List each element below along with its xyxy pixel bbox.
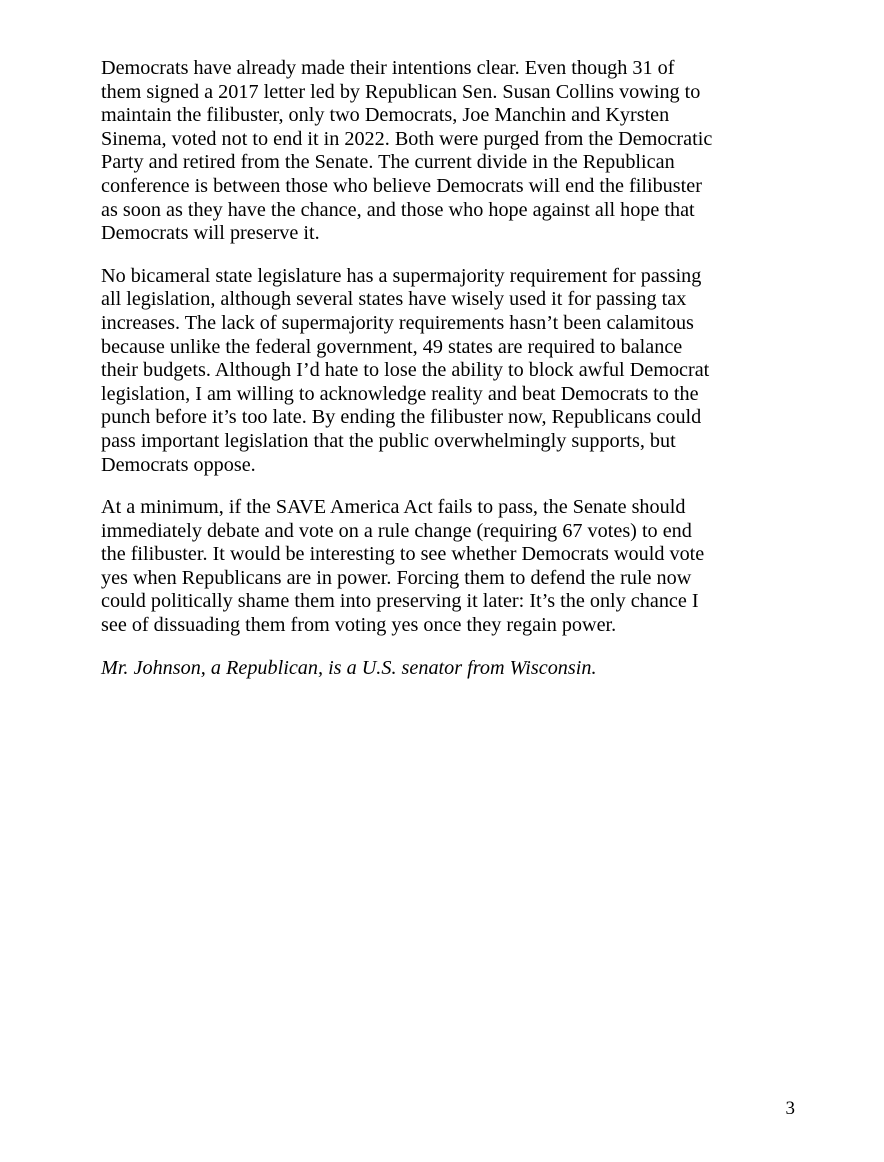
text-line: see of dissuading them from voting yes once they regain power. [101,614,617,637]
text-line: Democrats have already made their intentions clear. Even though 31 of [101,57,675,79]
paragraph-3 [101,496,796,638]
text-line: immediately debate and vote on a rule change (requiring 67 votes) to end [101,519,692,542]
text-line: increases. The lack of supermajority requirements hasn’t been calamitous [101,311,694,334]
text-line: Party and retired from the Senate. The current divide in the Republican [101,151,675,174]
text-line: as soon as they have the chance, and those who hope against all hope that [101,198,695,221]
text-line: their budgets. Although I’d hate to lose the ability to block awful Democrat [101,359,710,382]
paragraph-1 [101,57,796,246]
text-line: because unlike the federal government, 49 states are required to balance [101,335,683,358]
text-line: Democrats will preserve it. [101,222,320,245]
text-line: Sinema, voted not to end it in 2022. Both were purged from the Democratic [101,127,713,150]
text-line: punch before it’s too late. By ending the filibuster now, Republicans could [101,406,702,429]
text-line: them signed a 2017 letter led by Republican Sen. Susan Collins vowing to [101,80,701,103]
text-line: pass important legislation that the public overwhelmingly supports, but [101,429,676,452]
text-line: yes when Republicans are in power. Forcing them to defend the rule now [101,566,692,589]
text-line: conference is between those who believe Democrats will end the filibuster [101,174,702,197]
page-number: 3 [785,1098,795,1119]
text-line: legislation, I am willing to acknowledge reality and beat Democrats to the [101,382,699,405]
text-line: could politically shame them into preserving it later: It’s the only chance I [101,590,699,613]
text-line: Democrats oppose. [101,453,256,476]
text-line: No bicameral state legislature has a supermajority requirement for passing [101,264,702,287]
paragraph-2 [101,265,796,477]
author-byline: Mr. Johnson, a Republican, is a U.S. senator from Wisconsin. [101,656,597,679]
text-line: At a minimum, if the SAVE America Act fails to pass, the Senate should [101,496,686,519]
text-line: maintain the filibuster, only two Democrats, Joe Manchin and Kyrsten [101,104,670,127]
text-line: all legislation, although several states have wisely used it for passing tax [101,288,687,311]
article-body [101,57,796,680]
text-line: the filibuster. It would be interesting to see whether Democrats would vote [101,543,705,566]
